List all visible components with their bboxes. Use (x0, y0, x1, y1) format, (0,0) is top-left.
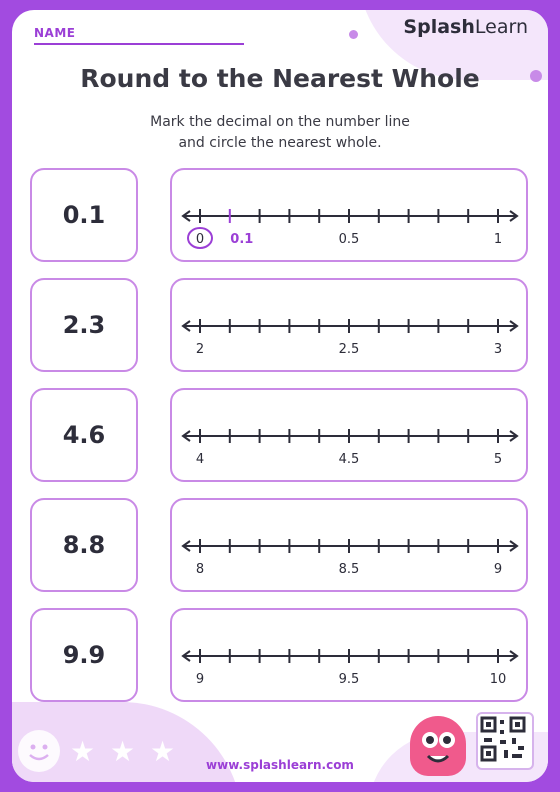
mid-label: 8.5 (338, 562, 360, 577)
problem-row (30, 498, 530, 594)
problem-row (30, 388, 530, 484)
start-label: 2 (195, 342, 205, 357)
number-line-box[interactable] (170, 168, 528, 262)
start-label: 0 (195, 232, 205, 247)
end-label: 9 (493, 562, 503, 577)
decimal-box: 0.1 (30, 168, 138, 262)
number-line (172, 610, 530, 704)
end-label: 10 (489, 672, 507, 687)
decor-dot (349, 30, 358, 39)
star-icon: ★ (150, 735, 176, 768)
logo-bold: Splash (403, 16, 475, 38)
decimal-box: 9.9 (30, 608, 138, 702)
end-label: 3 (493, 342, 503, 357)
start-label: 9 (195, 672, 205, 687)
mid-label: 0.5 (338, 232, 360, 247)
instruction-line-1: Mark the decimal on the number line (150, 114, 410, 130)
splashlearn-logo (403, 16, 528, 38)
instructions (92, 112, 468, 154)
decimal-box: 2.3 (30, 278, 138, 372)
qr-code-icon (476, 712, 534, 770)
name-field-line[interactable] (34, 43, 244, 45)
end-label: 1 (493, 232, 503, 247)
decimal-box: 8.8 (30, 498, 138, 592)
star-icon: ★ (70, 735, 96, 768)
number-line-box[interactable] (170, 388, 528, 482)
start-label: 8 (195, 562, 205, 577)
marked-value-label: 0.1 (230, 232, 254, 247)
number-line-box[interactable] (170, 498, 528, 592)
mid-label: 4.5 (338, 452, 360, 467)
number-line (172, 170, 530, 264)
worksheet (12, 10, 548, 782)
problem-row (30, 168, 530, 264)
number-line (172, 500, 530, 594)
number-line-box[interactable] (170, 278, 528, 372)
problem-row (30, 278, 530, 374)
name-label: NAME (34, 26, 76, 40)
number-line (172, 390, 530, 484)
footer-url[interactable]: www.splashlearn.com (206, 758, 354, 772)
number-line (172, 280, 530, 374)
start-label: 4 (195, 452, 205, 467)
decimal-box: 4.6 (30, 388, 138, 482)
instruction-line-2: and circle the nearest whole. (178, 135, 382, 151)
page-title: Round to the Nearest Whole (80, 64, 480, 93)
number-line-box[interactable] (170, 608, 528, 702)
end-label: 5 (493, 452, 503, 467)
logo-light: Learn (474, 16, 528, 38)
star-icon: ★ (110, 735, 136, 768)
mid-label: 2.5 (338, 342, 360, 357)
mid-label: 9.5 (338, 672, 360, 687)
problem-row (30, 608, 530, 704)
